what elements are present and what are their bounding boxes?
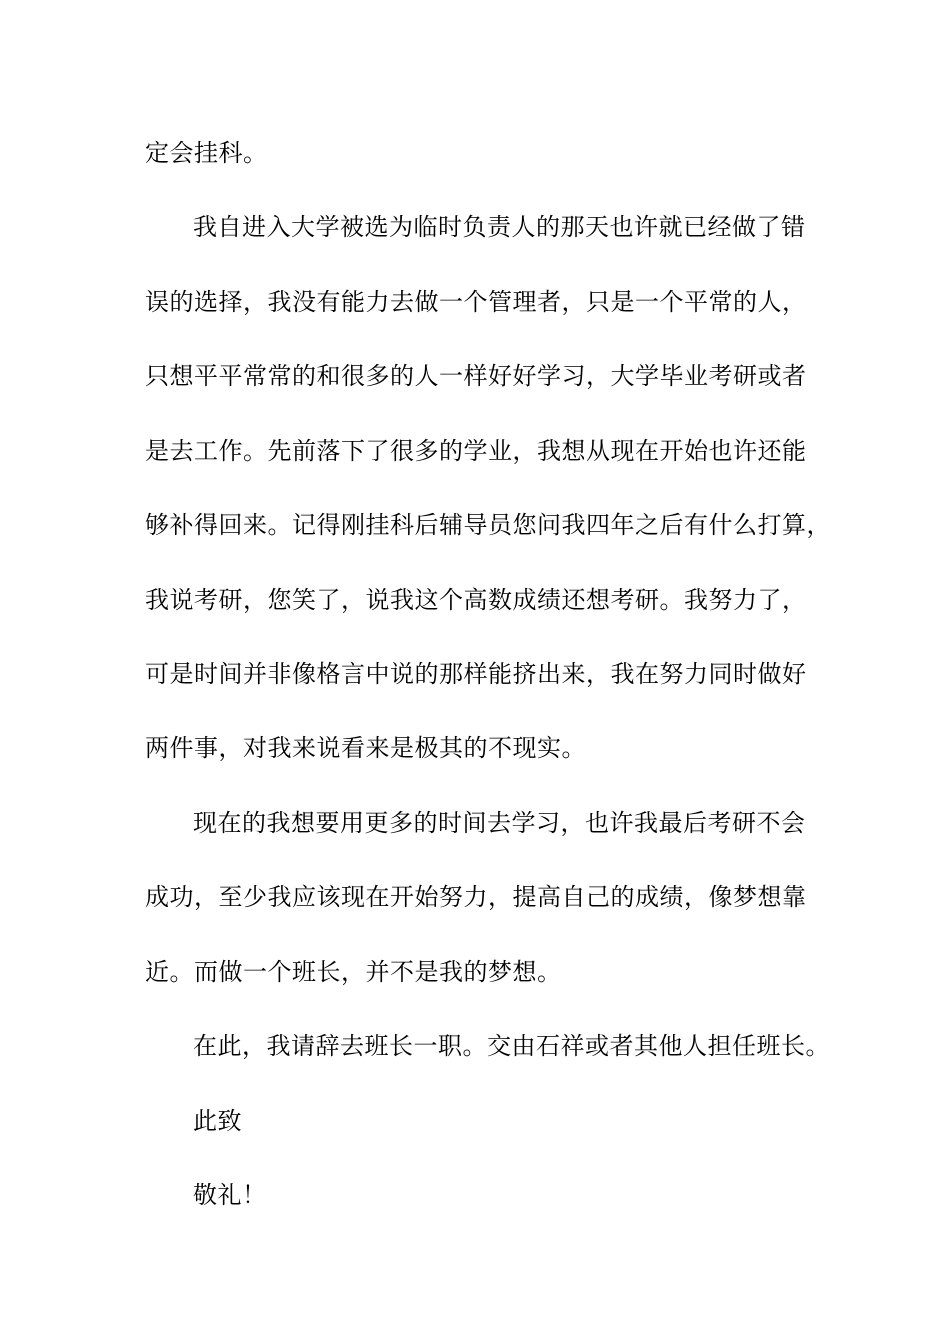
closing-regards: 敬礼！ — [193, 1181, 267, 1209]
text-line: 我自进入大学被选为临时负责人的那天也许就已经做了错 — [193, 213, 806, 241]
text-line: 够补得回来。记得刚挂科后辅导员您问我四年之后有什么打算， — [145, 511, 831, 539]
text-line: 现在的我想要用更多的时间去学习，也许我最后考研不会 — [193, 809, 806, 837]
text-line: 只想平平常常的和很多的人一样好好学习，大学毕业考研或者 — [145, 362, 807, 390]
text-line: 两件事，对我来说看来是极其的不现实。 — [145, 734, 586, 762]
text-line: 定会挂科。 — [145, 139, 268, 167]
text-line: 近。而做一个班长，并不是我的梦想。 — [145, 958, 562, 986]
text-line: 在此，我请辞去班长一职。交由石祥或者其他人担任班长。 — [193, 1032, 830, 1060]
text-line: 误的选择，我没有能力去做一个管理者，只是一个平常的人， — [145, 288, 807, 316]
text-line: 成功，至少我应该现在开始努力，提高自己的成绩，像梦想靠 — [145, 883, 807, 911]
text-line: 我说考研，您笑了，说我这个高数成绩还想考研。我努力了， — [145, 586, 807, 614]
text-line: 是去工作。先前落下了很多的学业，我想从现在开始也许还能 — [145, 437, 807, 465]
closing-salutation: 此致 — [193, 1107, 242, 1135]
text-line: 可是时间并非像格言中说的那样能挤出来，我在努力同时做好 — [145, 660, 807, 688]
